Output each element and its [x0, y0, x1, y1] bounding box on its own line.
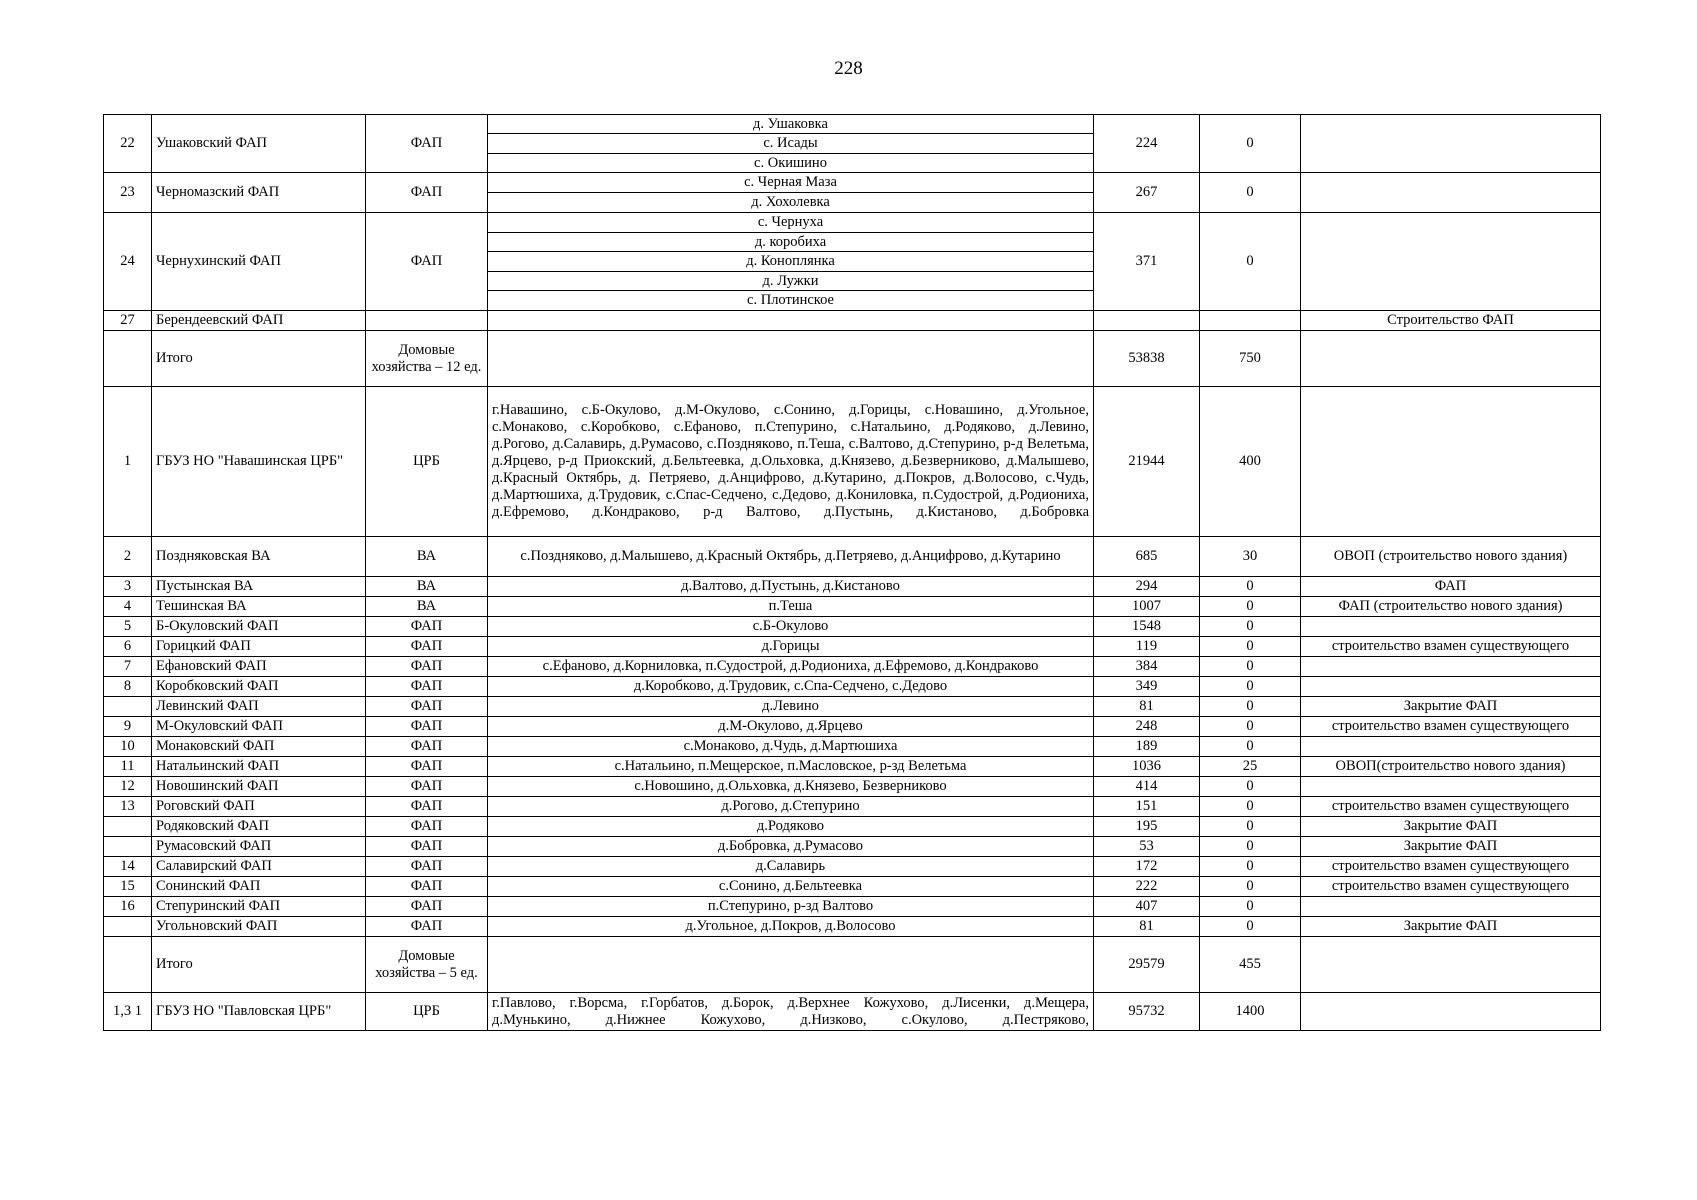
note: строительство взамен существующего — [1301, 637, 1601, 657]
location-item: д. Коноплянка — [488, 252, 1093, 272]
locations-cell: д.Коробково, д.Трудовик, с.Спа-Седчено, с.Дедово — [488, 677, 1094, 697]
facility-type: ФАП — [366, 173, 488, 213]
population: 172 — [1094, 857, 1200, 877]
table-row — [104, 617, 1601, 637]
row-number: 24 — [104, 213, 152, 311]
facility-type: ЦРБ — [366, 387, 488, 537]
facility-type: Домовые хозяйства – 12 ед. — [366, 331, 488, 387]
table-row — [104, 311, 1601, 331]
beds: 750 — [1200, 331, 1301, 387]
location-item: д. Хохолевка — [751, 194, 830, 210]
table-row — [104, 577, 1601, 597]
row-number: 5 — [104, 617, 152, 637]
locations-cell — [488, 331, 1094, 387]
table-row — [104, 917, 1601, 937]
locations-cell — [488, 115, 1094, 173]
table-row — [104, 717, 1601, 737]
facility-type: ФАП — [366, 757, 488, 777]
locations-cell — [488, 311, 1094, 331]
population: 349 — [1094, 677, 1200, 697]
note — [1301, 777, 1601, 797]
table-row — [104, 697, 1601, 717]
note: Закрытие ФАП — [1301, 697, 1601, 717]
facility-type: ФАП — [366, 637, 488, 657]
population: 384 — [1094, 657, 1200, 677]
locations-cell: д.Рогово, д.Степурино — [488, 797, 1094, 817]
population: 224 — [1094, 115, 1200, 173]
table-row — [104, 737, 1601, 757]
note — [1301, 115, 1601, 173]
population: 407 — [1094, 897, 1200, 917]
table-row — [104, 597, 1601, 617]
row-number: 4 — [104, 597, 152, 617]
table-row — [104, 537, 1601, 577]
facility-name: Чернухинский ФАП — [152, 213, 366, 311]
table-row — [104, 757, 1601, 777]
row-number: 13 — [104, 797, 152, 817]
row-number — [104, 331, 152, 387]
beds: 0 — [1200, 797, 1301, 817]
row-number: 9 — [104, 717, 152, 737]
population: 53 — [1094, 837, 1200, 857]
facility-type: ФАП — [366, 817, 488, 837]
facility-type: ФАП — [366, 777, 488, 797]
row-number: 3 — [104, 577, 152, 597]
facility-type: ВА — [366, 537, 488, 577]
facility-name: Ефановский ФАП — [152, 657, 366, 677]
location-item: д. Ушаковка — [488, 115, 1093, 134]
beds: 0 — [1200, 213, 1301, 311]
beds: 30 — [1200, 537, 1301, 577]
note: строительство взамен существующего — [1301, 797, 1601, 817]
facility-name: Родяковский ФАП — [152, 817, 366, 837]
facility-type: ФАП — [366, 115, 488, 173]
table-row — [104, 817, 1601, 837]
row-number: 16 — [104, 897, 152, 917]
table-row — [104, 115, 1601, 173]
row-number: 11 — [104, 757, 152, 777]
population: 222 — [1094, 877, 1200, 897]
row-number — [104, 917, 152, 937]
locations-cell: п.Теша — [488, 597, 1094, 617]
table-row — [104, 331, 1601, 387]
beds: 0 — [1200, 857, 1301, 877]
beds: 1400 — [1200, 993, 1301, 1031]
facility-name: Угольновский ФАП — [152, 917, 366, 937]
population: 267 — [1094, 173, 1200, 213]
locations-cell — [488, 213, 1094, 311]
facility-name: Тешинская ВА — [152, 597, 366, 617]
facility-type: ВА — [366, 577, 488, 597]
facility-name: ГБУЗ НО "Навашинская ЦРБ" — [152, 387, 366, 537]
locations-cell: д.Угольное, д.Покров, д.Волосово — [488, 917, 1094, 937]
beds: 0 — [1200, 697, 1301, 717]
facility-type: ФАП — [366, 737, 488, 757]
facility-name: Степуринский ФАП — [152, 897, 366, 917]
table-row — [104, 173, 1601, 213]
facility-name: ГБУЗ НО "Павловская ЦРБ" — [152, 993, 366, 1031]
facility-type: ЦРБ — [366, 993, 488, 1031]
table-row — [104, 777, 1601, 797]
population: 81 — [1094, 697, 1200, 717]
beds: 0 — [1200, 777, 1301, 797]
beds: 0 — [1200, 737, 1301, 757]
facility-name: Натальинский ФАП — [152, 757, 366, 777]
population: 53838 — [1094, 331, 1200, 387]
table-row — [104, 657, 1601, 677]
facility-name: Б-Окуловский ФАП — [152, 617, 366, 637]
table-row — [104, 637, 1601, 657]
note — [1301, 173, 1601, 213]
table-row — [104, 993, 1601, 1031]
facility-name: Берендеевский ФАП — [152, 311, 366, 331]
beds: 0 — [1200, 597, 1301, 617]
population: 414 — [1094, 777, 1200, 797]
note: Закрытие ФАП — [1301, 917, 1601, 937]
location-item: д. Лужки — [488, 272, 1093, 292]
beds: 0 — [1200, 917, 1301, 937]
population: 29579 — [1094, 937, 1200, 993]
beds: 0 — [1200, 617, 1301, 637]
row-number: 15 — [104, 877, 152, 897]
row-number — [104, 837, 152, 857]
population: 119 — [1094, 637, 1200, 657]
locations-cell: д.Валтово, д.Пустынь, д.Кистаново — [488, 577, 1094, 597]
note: Строительство ФАП — [1301, 311, 1601, 331]
beds: 0 — [1200, 115, 1301, 173]
facility-type: Домовые хозяйства – 5 ед. — [366, 937, 488, 993]
location-item: д. коробиха — [488, 233, 1093, 253]
beds: 455 — [1200, 937, 1301, 993]
population: 81 — [1094, 917, 1200, 937]
table-row — [104, 877, 1601, 897]
facility-name: Салавирский ФАП — [152, 857, 366, 877]
population — [1094, 311, 1200, 331]
facility-name: Итого — [152, 331, 366, 387]
population: 294 — [1094, 577, 1200, 597]
beds: 25 — [1200, 757, 1301, 777]
facility-type: ВА — [366, 597, 488, 617]
locations-cell: с.Новошино, д.Ольховка, д.Князево, Безверниково — [488, 777, 1094, 797]
locations-cell — [488, 937, 1094, 993]
note — [1301, 993, 1601, 1031]
row-number: 1,3 1 — [104, 993, 152, 1031]
note: ФАП (строительство нового здания) — [1301, 597, 1601, 617]
note: ОВОП(строительство нового здания) — [1301, 757, 1601, 777]
facilities-table — [103, 114, 1601, 1031]
beds: 0 — [1200, 897, 1301, 917]
locations-cell — [488, 173, 1094, 213]
note: ОВОП (строительство нового здания) — [1301, 537, 1601, 577]
facility-type: ФАП — [366, 717, 488, 737]
facility-type: ФАП — [366, 657, 488, 677]
facility-name: Горицкий ФАП — [152, 637, 366, 657]
note: Закрытие ФАП — [1301, 817, 1601, 837]
table-row — [104, 837, 1601, 857]
beds: 0 — [1200, 577, 1301, 597]
facility-name: Монаковский ФАП — [152, 737, 366, 757]
row-number: 14 — [104, 857, 152, 877]
row-number: 27 — [104, 311, 152, 331]
population: 1036 — [1094, 757, 1200, 777]
facility-name: Новошинский ФАП — [152, 777, 366, 797]
row-number: 2 — [104, 537, 152, 577]
facility-name: Румасовский ФАП — [152, 837, 366, 857]
locations-cell: д.Левино — [488, 697, 1094, 717]
facility-name: Ушаковский ФАП — [152, 115, 366, 173]
facility-type: ФАП — [366, 857, 488, 877]
population: 195 — [1094, 817, 1200, 837]
facility-name: Левинский ФАП — [152, 697, 366, 717]
locations-cell: с.Натальино, п.Мещерское, п.Масловское, р-зд Велетьма — [488, 757, 1094, 777]
note — [1301, 331, 1601, 387]
note — [1301, 617, 1601, 637]
facility-type: ФАП — [366, 897, 488, 917]
location-item: с. Черная Маза — [488, 173, 1093, 193]
row-number — [104, 937, 152, 993]
population: 685 — [1094, 537, 1200, 577]
table-row — [104, 857, 1601, 877]
note — [1301, 213, 1601, 311]
beds: 400 — [1200, 387, 1301, 537]
row-number — [104, 697, 152, 717]
note: строительство взамен существующего — [1301, 857, 1601, 877]
population: 1007 — [1094, 597, 1200, 617]
beds: 0 — [1200, 877, 1301, 897]
table-row — [104, 937, 1601, 993]
location-item: с. Исады — [488, 134, 1093, 153]
beds: 0 — [1200, 837, 1301, 857]
note — [1301, 657, 1601, 677]
locations-cell: г.Павлово, г.Ворсма, г.Горбатов, д.Борок, д.Верхнее Кожухово, д.Лисенки, д.Мещера, д.Мунькино, д.Нижнее Кожухово, д.Низково, с.Окулово, д.Пестряково, — [488, 993, 1094, 1031]
population: 189 — [1094, 737, 1200, 757]
note — [1301, 677, 1601, 697]
page-number: 228 — [834, 58, 863, 79]
beds: 0 — [1200, 657, 1301, 677]
row-number: 22 — [104, 115, 152, 173]
locations-cell: с.Сонино, д.Бельтеевка — [488, 877, 1094, 897]
locations-cell: д.Салавирь — [488, 857, 1094, 877]
note: ФАП — [1301, 577, 1601, 597]
table-row — [104, 897, 1601, 917]
location-item: с. Плотинское — [747, 292, 834, 309]
note — [1301, 737, 1601, 757]
beds: 0 — [1200, 717, 1301, 737]
locations-cell: п.Степурино, р-зд Валтово — [488, 897, 1094, 917]
locations-cell: д.М-Окулово, д.Ярцево — [488, 717, 1094, 737]
beds — [1200, 311, 1301, 331]
row-number: 1 — [104, 387, 152, 537]
table-row — [104, 387, 1601, 537]
row-number: 6 — [104, 637, 152, 657]
population: 371 — [1094, 213, 1200, 311]
note: строительство взамен существующего — [1301, 877, 1601, 897]
locations-cell: д.Родяково — [488, 817, 1094, 837]
facility-type: ФАП — [366, 837, 488, 857]
beds: 0 — [1200, 637, 1301, 657]
row-number: 10 — [104, 737, 152, 757]
note — [1301, 387, 1601, 537]
facility-name: Пустынская ВА — [152, 577, 366, 597]
row-number — [104, 817, 152, 837]
population: 248 — [1094, 717, 1200, 737]
note: строительство взамен существующего — [1301, 717, 1601, 737]
row-number: 7 — [104, 657, 152, 677]
facility-type: ФАП — [366, 917, 488, 937]
facility-name: Итого — [152, 937, 366, 993]
row-number: 8 — [104, 677, 152, 697]
facility-type: ФАП — [366, 677, 488, 697]
population: 21944 — [1094, 387, 1200, 537]
note — [1301, 937, 1601, 993]
facility-type: ФАП — [366, 877, 488, 897]
table-row — [104, 797, 1601, 817]
locations-cell: с.Ефаново, д.Корниловка, п.Судострой, д.Родиониха, д.Ефремово, д.Кондраково — [488, 657, 1094, 677]
population: 95732 — [1094, 993, 1200, 1031]
facility-name: Роговский ФАП — [152, 797, 366, 817]
facility-name: Сонинский ФАП — [152, 877, 366, 897]
facility-type: ФАП — [366, 697, 488, 717]
locations-cell: г.Навашино, с.Б-Окулово, д.М-Окулово, с.Сонино, д.Горицы, с.Новашино, д.Угольное, с.Монаково, с.Коробково, с.Ефаново, п.Степурино, с.Натальино, д.Родяково, д.Левино, д.Рогово, д.Салавирь, д.Румасово, с.Поздняково, п.Теша, с.Валтово, д.Степурино, р-д Велетьма, д.Ярцево, р-д Приокский, д.Бельтеевка, д.Ольховка, д.Князево, д.Безверниково, д.Малышево, д.Красный Октябрь, д. Петряево, д.Анцифрово, д.Кутарино, д.Покров, д.Волосово, с.Чудь, д.Мартюшиха, д.Трудовик, с.Спас-Седчено, с.Дедово, д.Кониловка, п.Судострой, д.Родиониха, д.Ефремово, д.Кондраково, р-д Валтово, д.Пустынь, д.Кистаново, д.Бобровка — [488, 387, 1094, 537]
table-row — [104, 677, 1601, 697]
note — [1301, 897, 1601, 917]
facility-type: ФАП — [366, 213, 488, 311]
facility-name: М-Окуловский ФАП — [152, 717, 366, 737]
beds: 0 — [1200, 173, 1301, 213]
facility-type: ФАП — [366, 797, 488, 817]
note: Закрытие ФАП — [1301, 837, 1601, 857]
population: 151 — [1094, 797, 1200, 817]
locations-cell: с.Б-Окулово — [488, 617, 1094, 637]
facility-name: Поздняковская ВА — [152, 537, 366, 577]
row-number: 23 — [104, 173, 152, 213]
beds: 0 — [1200, 817, 1301, 837]
facility-type — [366, 311, 488, 331]
facility-name: Коробковский ФАП — [152, 677, 366, 697]
locations-cell: д.Бобровка, д.Румасово — [488, 837, 1094, 857]
beds: 0 — [1200, 677, 1301, 697]
facility-name: Черномазский ФАП — [152, 173, 366, 213]
row-number: 12 — [104, 777, 152, 797]
population: 1548 — [1094, 617, 1200, 637]
table-row — [104, 213, 1601, 311]
locations-cell: с.Монаково, д.Чудь, д.Мартюшиха — [488, 737, 1094, 757]
locations-cell: с.Поздняково, д.Малышево, д.Красный Октябрь, д.Петряево, д.Анцифрово, д.Кутарино — [488, 537, 1094, 577]
location-item: с. Окишино — [754, 154, 827, 171]
location-item: с. Чернуха — [488, 213, 1093, 233]
facility-type: ФАП — [366, 617, 488, 637]
locations-cell: д.Горицы — [488, 637, 1094, 657]
